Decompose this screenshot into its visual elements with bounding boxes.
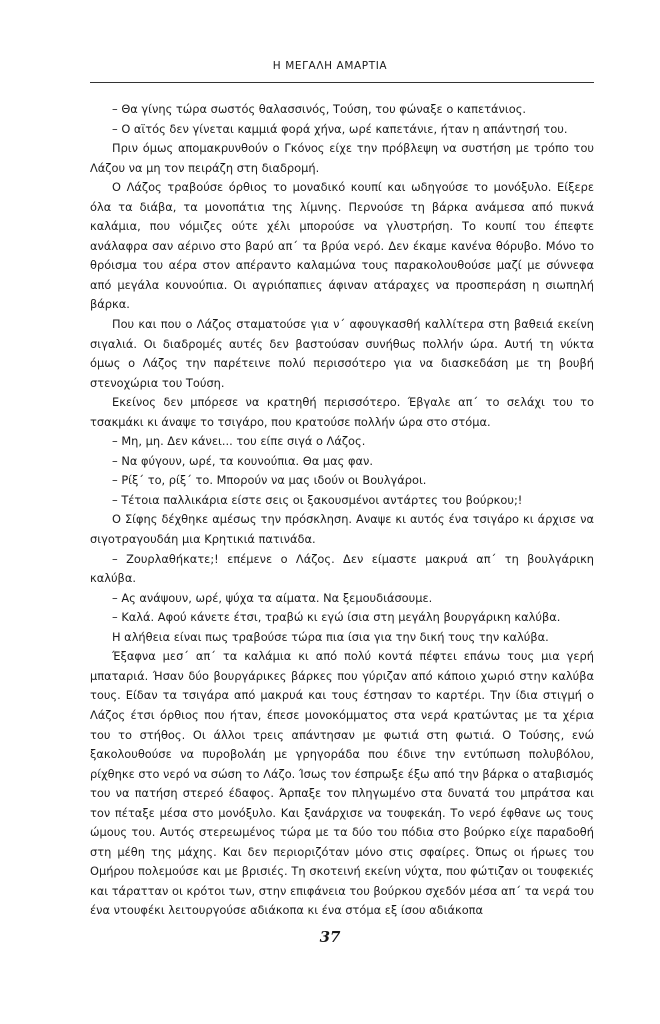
- paragraph-16: Έξαφνα μεσ΄ απ΄ τα καλάμια κι από πολύ κοντά πέφτει επάνω τους μια γερή μπαταριά. Ήσαν δύο βουργάρικες βάρκες που γύριζαν από κάποιο χωριό στην καλύβα τους. Είδαν τα τσιγάρα από μακρυά και τους έστησαν το καρτέρι. Την ίδια στιγμή ο Λάζος έτσι όρθιος που ήταν, έπεσε μονοκόμματος στα νερά κρατώντας με τα χέρια του το στήθος. Οι άλλοι τρεις απάντησαν με φωτιά στη φωτιά. Ο Τούσης, ενώ ξακολουθούσε να πυροβολάη με γρηγοράδα που έδινε την εντύπωση πολυβόλου, ρίχθηκε στο νερό να σώση το Λάζο. Ίσως τον έσπρωξε έξω από την βάρκα ο αταβισμός του να πατήση στερεό έδαφος. Άρπαξε τον πληγωμένο στα δυνατά του μπράτσα και τον πέταξε μέσα στο μονόξυλο. Και ξανάρχισε να τουφεκάη. Το νερό έφθανε ως τους ώμους του. Αυτός στερεωμένος τώρα με τα δύο του πόδια στο βούρκο είχε παραδοθή στη μέθη της μάχης. Και δεν περιοριζόταν μόνο στις σφαίρες. Όπως οι ήρωες του Ομήρου πολεμούσε και με βρισιές. Τη σκοτεινή εκείνη νύχτα, που φώτιζαν οι τουφεκιές και τάρατταν οι κρότοι των, στην επιφάνεια του βούρκου σχεδόν μέσα απ΄ τα νερά του ένα ντουφέκι λειτουργούσε αδιάκοπα κι ένα στόμα εξ ίσου αδιάκοπα: [90, 649, 594, 918]
- paragraph-11: Ο Σίφης δέχθηκε αμέσως την πρόσκληση. Αναψε κι αυτός ένα τσιγάρο κι άρχισε να σιγοτραγουδάη μια Κρητικιά πατινάδα.: [90, 512, 594, 547]
- paragraph-12: – Ζουρλαθήκατε;! επέμενε ο Λάζος. Δεν είμαστε μακρυά απ΄ τη βουλγάρικη καλύβα.: [90, 551, 594, 586]
- paragraph-15: Η αλήθεια είναι πως τραβούσε τώρα πια ίσια για την δική τους την καλύβα.: [112, 629, 549, 644]
- running-title: Η ΜΕΓΑΛΗ ΑΜΑΡΤΙΑ: [272, 60, 388, 72]
- paragraph-10: – Τέτοια παλλικάρια είστε σεις οι ξακουσμένοι αντάρτες του βούρκου;!: [112, 492, 523, 507]
- paragraph-5: Που και που ο Λάζος σταματούσε για ν΄ αφουγκασθή καλλίτερα στη βαθειά εκείνη σιγαλιά. Οι διαδρομές αυτές δεν βαστούσαν συνήθως πολλήν ώρα. Αυτή τη νύκτα όμως ο Λάζος την παρέτεινε πολύ περισσότερο για να διασκεδάση με τη βουβή στενοχώρια του Τούση.: [90, 317, 594, 390]
- paragraph-2: – Ο αϊτός δεν γίνεται καμμιά φορά χήνα, ωρέ καπετάνιε, ήταν η απάντησή του.: [112, 121, 568, 136]
- paragraph-3: Πριν όμως απομακρυνθούν ο Γκόνος είχε την πρόβλεψη να συστήση με τρόπο του Λάζου να μη τον πειράζη στη διαδρομή.: [90, 141, 594, 175]
- body-text: [90, 100, 594, 921]
- paragraph-13: – Ας ανάψουν, ωρέ, ψύχα τα αίματα. Να ξεμουδιάσουμε.: [112, 590, 433, 605]
- paragraph-7: – Μη, μη. Δεν κάνει... του είπε σιγά ο Λάζος.: [112, 434, 366, 449]
- paragraph-14: – Καλά. Αφού κάνετε έτσι, τραβώ κι εγώ ίσια στη μεγάλη βουργάρικη καλύβα.: [112, 610, 561, 625]
- header-rule: [90, 82, 594, 83]
- paragraph-4: Ο Λάζος τραβούσε όρθιος το μοναδικό κουπί και ωδηγούσε το μονόξυλο. Είξερε όλα τα διάβα, τα μονοπάτια της λίμνης. Περνούσε τη βάρκα ανάμεσα από πυκνά καλάμια, που νόμιζες ούτε χέλι μπορούσε να γλυστρήση. Το κουπί του έπεφτε ανάλαφρα σαν αέρινο στο βαρύ απ΄ τα βρύα νερό. Δεν έκαμε κανένα θόρυβο. Μόνο το θρόισμα του αέρα στον απέραντο καλαμώνα τους παρακολουθούσε μαζί με σύννεφα από μεγάλα κουνούπια. Οι αγριόπαπιες άφιναν ατάραχες να προσπεράση η σιωπηλή βάρκα.: [90, 180, 594, 312]
- page-number: 37: [319, 928, 341, 946]
- paragraph-1: – Θα γίνης τώρα σωστός θαλασσινός, Τούση, του φώναξε ο καπετάνιος.: [112, 102, 527, 116]
- paragraph-9: – Ρίξ΄ το, ρίξ΄ το. Μπορούν να μας ιδούν οι Βουλγάροι.: [112, 473, 427, 488]
- paragraph-6: Εκείνος δεν μπόρεσε να κρατηθή περισσότερο. Έβγαλε απ΄ το σελάχι του το τσακμάκι κι άναψε το τσιγάρο, που κρατούσε πολλήν ώρα στο στόμα.: [90, 395, 594, 429]
- paragraph-8: – Να φύγουν, ωρέ, τα κουνούπια. Θα μας φαν.: [112, 453, 373, 468]
